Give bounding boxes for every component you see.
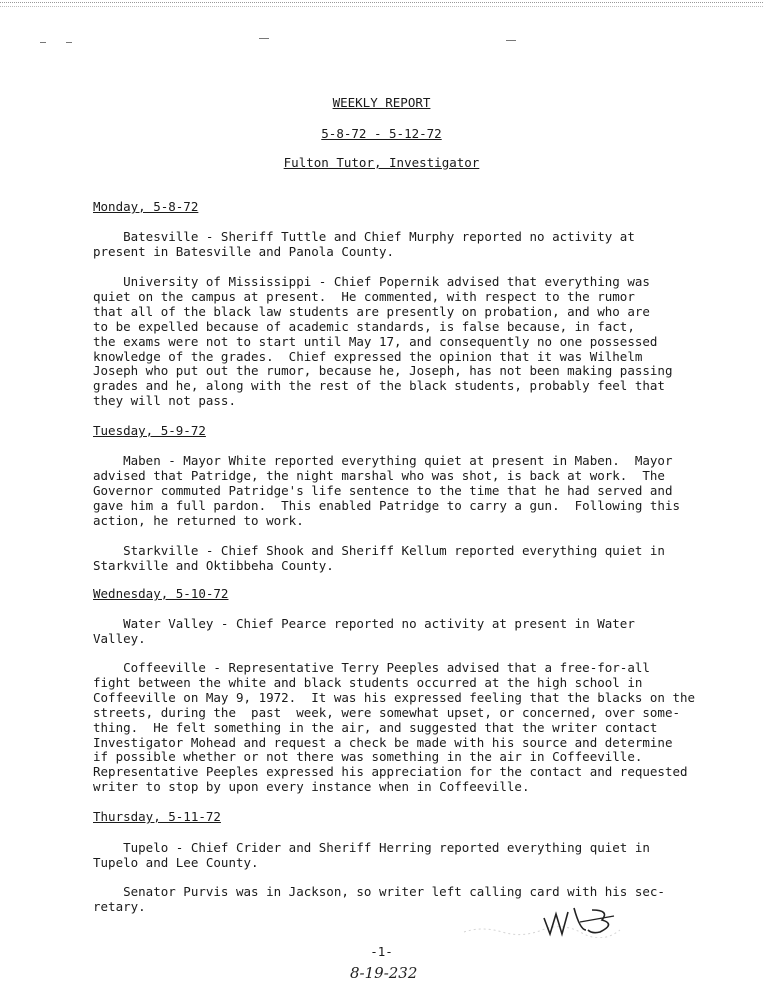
report-title: WEEKLY REPORT [332, 95, 431, 110]
scan-mark [40, 42, 46, 43]
paragraph-water-valley: Water Valley - Chief Pearce reported no activity at present in Water Valley. [93, 616, 635, 646]
paragraph-university-of-mississippi: University of Mississippi - Chief Popernik advised that everything was quiet on the campus at present. He commented, with respect to the rumor that all of the black law students are presently on probation, and who are to be expelled because of academic standards, is false because, in fact, the exams were not to start until May 17, and consequently no one possessed knowledge of the grades. Chief expressed the opinion that it was Wilhelm Joseph who put out the rumor, because he, Joseph, has not been making passing grades and he, along with the rest of the black students, probably feel that they will not pass. [93, 274, 673, 409]
paragraph-starkville: Starkville - Chief Shook and Sheriff Kellum reported everything quiet in Starkville and Oktibbeha County. [93, 543, 665, 573]
scan-mark [506, 40, 516, 41]
paragraph-coffeeville: Coffeeville - Representative Terry Peeples advised that a free-for-all fight between the white and black students occurred at the high school in Coffeeville on May 9, 1972. It was his expressed feeling that the blacks on the streets, during the past week, were somewhat upset, or concerned, over some- thing. He felt something in the air, and suggested that the writer contact Investigator Mohead and request a check be made with his source and determine if possible whether or not there was something in the air in Coffeeville. Representative Peeples expressed his appreciation for the contact and requested writer to stop by upon every instance when in Coffeeville. [93, 660, 696, 795]
handwritten-file-number: 8-19-232 [350, 964, 418, 982]
day-heading-thursday: Thursday, 5-11-72 [93, 809, 221, 824]
paragraph-senator-purvis: Senator Purvis was in Jackson, so writer left calling card with his sec- retary. [93, 884, 665, 914]
paragraph-maben: Maben - Mayor White reported everything quiet at present in Maben. Mayor advised that Patridge, the night marshal who was shot, is back at work. The Governor commuted Patridge's life sentence to the time that he had served and gave him a full pardon. This enabled Patridge to carry a gun. Following this action, he returned to work. [93, 453, 680, 528]
day-heading-monday: Monday, 5-8-72 [93, 199, 199, 214]
day-heading-tuesday: Tuesday, 5-9-72 [93, 423, 206, 438]
scan-mark [66, 42, 72, 43]
handwritten-initials-signature [540, 900, 620, 940]
page-number: -1- [370, 944, 393, 959]
paragraph-tupelo: Tupelo - Chief Crider and Sheriff Herring reported everything quiet in Tupelo and Lee County. [93, 840, 650, 870]
report-date-range: 5-8-72 - 5-12-72 [321, 126, 442, 141]
scan-top-border [0, 2, 763, 7]
scan-mark [259, 38, 269, 39]
paragraph-batesville: Batesville - Sheriff Tuttle and Chief Murphy reported no activity at present in Batesville and Panola County. [93, 229, 635, 259]
day-heading-wednesday: Wednesday, 5-10-72 [93, 586, 229, 601]
report-author: Fulton Tutor, Investigator [283, 155, 480, 170]
